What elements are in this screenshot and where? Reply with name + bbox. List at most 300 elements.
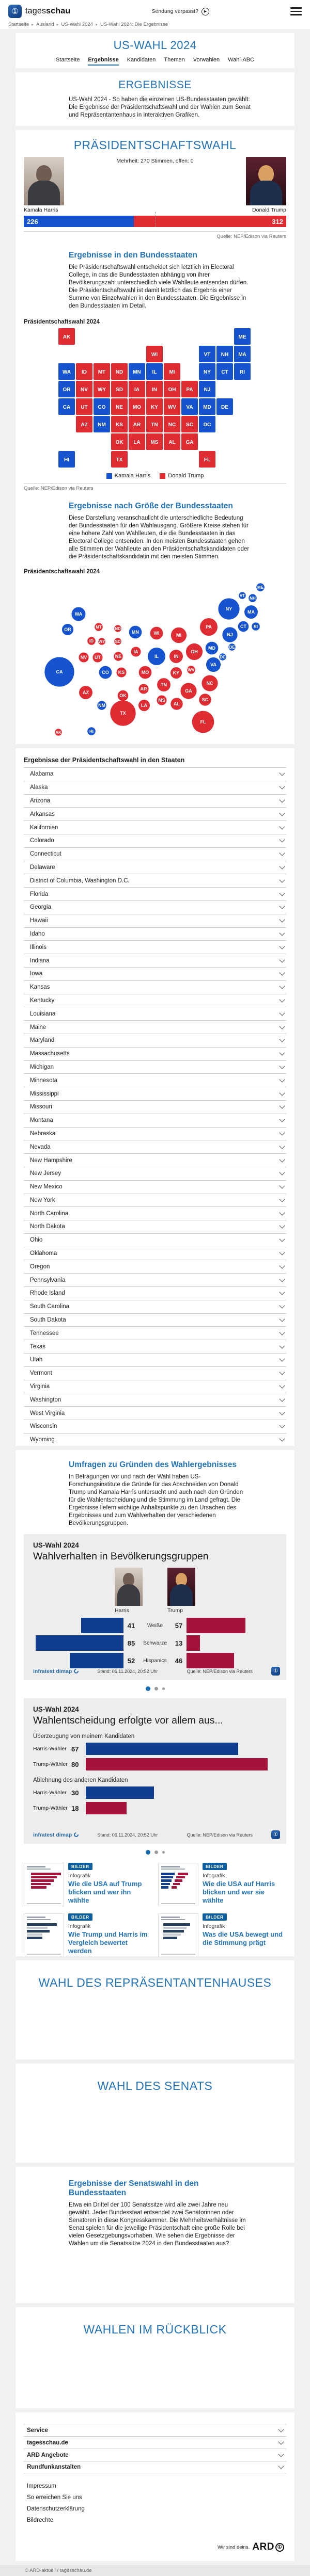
state-tile-AZ[interactable] xyxy=(76,416,92,432)
infographic-teaser-grid xyxy=(24,1863,286,1956)
state-bubble-CO[interactable] xyxy=(99,666,112,679)
breadcrumb-item[interactable]: Startseite xyxy=(8,22,29,27)
state-accordion-row[interactable] xyxy=(24,1300,286,1313)
state-accordion-row[interactable] xyxy=(24,1206,286,1220)
breadcrumb-item[interactable]: Ausland xyxy=(36,22,54,27)
tab-themen[interactable]: Themen xyxy=(164,57,185,63)
footer-accordion-label: Service xyxy=(27,2427,48,2434)
footer-link[interactable]: Bildrechte xyxy=(27,2517,54,2523)
state-accordion-row[interactable] xyxy=(24,1353,286,1366)
category-label: Weiße xyxy=(147,1622,163,1629)
state-tile-WY[interactable] xyxy=(94,381,110,397)
teaser-title[interactable]: Wie die USA auf Trump blicken und wer ihn wählte xyxy=(68,1880,142,1904)
state-bubble-FL[interactable] xyxy=(192,711,214,733)
state-bubble-DC[interactable] xyxy=(219,653,226,661)
state-tile-UT[interactable] xyxy=(76,398,92,415)
majority-270-marker xyxy=(155,212,156,227)
state-bubble-MS[interactable] xyxy=(157,695,166,705)
state-bubble-DE[interactable] xyxy=(228,643,236,651)
state-tile-SC[interactable] xyxy=(181,416,198,432)
state-tile-RI[interactable] xyxy=(234,363,251,380)
state-bubble-PA[interactable] xyxy=(200,618,218,636)
state-accordion-row[interactable] xyxy=(24,1114,286,1127)
state-accordion-row[interactable] xyxy=(24,1087,286,1100)
state-accordion-row[interactable] xyxy=(24,954,286,967)
svg-text:GA: GA xyxy=(185,440,194,445)
state-accordion-row[interactable] xyxy=(24,1233,286,1247)
state-tile-AR[interactable] xyxy=(129,416,145,432)
trump-bar xyxy=(187,1618,245,1633)
teaser-title[interactable]: Wie Trump und Harris im Vergleich bewertet werden xyxy=(68,1930,148,1955)
state-bubble-WY[interactable] xyxy=(98,638,105,645)
state-accordion-row[interactable] xyxy=(24,1326,286,1340)
state-bubble-NE[interactable] xyxy=(114,652,122,661)
us-ev-cartogram[interactable] xyxy=(24,578,286,740)
map-chart-label: Präsidentschaftswahl 2024 xyxy=(24,319,100,325)
teaser-kicker: Infografik xyxy=(203,1873,225,1879)
trump-ev-segment[interactable]: 312 xyxy=(134,216,286,227)
president-heading: PRÄSIDENTSCHAFTSWAHL xyxy=(73,138,237,152)
state-bubble-MN[interactable] xyxy=(129,626,142,639)
state-tile-VT[interactable] xyxy=(199,346,215,362)
state-bubble-NM[interactable] xyxy=(97,701,106,710)
state-tile-OR[interactable] xyxy=(58,381,75,397)
state-bubble-AK[interactable] xyxy=(55,729,62,736)
state-accordion-row[interactable] xyxy=(24,1393,286,1406)
state-bubble-IA[interactable] xyxy=(131,647,141,656)
state-bubble-MI[interactable] xyxy=(171,627,187,643)
chevron-down-icon xyxy=(279,1116,285,1122)
state-bubble-TN[interactable] xyxy=(157,678,171,691)
state-accordion-row[interactable] xyxy=(24,1273,286,1286)
state-accordion-row[interactable] xyxy=(24,1406,286,1420)
carousel-dot-active[interactable] xyxy=(146,1686,150,1691)
state-name: Rhode Island xyxy=(30,1290,65,1297)
state-name: Ohio xyxy=(30,1237,43,1244)
svg-text:OK: OK xyxy=(115,440,123,445)
state-tile-NM[interactable] xyxy=(94,416,110,432)
infographic-teaser[interactable] xyxy=(24,1863,152,1906)
state-tile-WI[interactable] xyxy=(146,346,163,362)
state-accordion-row[interactable] xyxy=(24,887,286,900)
state-bubble-SD[interactable] xyxy=(114,638,121,645)
tagesschau-logo[interactable] xyxy=(8,5,70,18)
state-bubble-OR[interactable] xyxy=(62,624,73,635)
state-bubble-AL[interactable] xyxy=(171,698,182,710)
state-tile-CT[interactable] xyxy=(216,363,233,380)
state-tile-MN[interactable] xyxy=(129,363,145,380)
state-bubble-CA[interactable] xyxy=(44,657,74,686)
state-bubble-NH[interactable] xyxy=(249,594,257,602)
teaser-text xyxy=(203,1913,286,1956)
svg-text:AK: AK xyxy=(55,730,61,735)
state-name: Mississippi xyxy=(30,1090,59,1097)
state-tile-ID[interactable] xyxy=(76,363,92,380)
state-tile-NC[interactable] xyxy=(164,416,180,432)
state-accordion-row[interactable] xyxy=(24,927,286,941)
state-accordion-row[interactable] xyxy=(24,1247,286,1260)
state-bubble-WV[interactable] xyxy=(187,666,195,674)
state-tile-SD[interactable] xyxy=(111,381,128,397)
state-tile-OK[interactable] xyxy=(111,433,128,450)
state-tile-ND[interactable] xyxy=(111,363,128,380)
svg-text:WI: WI xyxy=(153,631,160,636)
svg-text:CT: CT xyxy=(240,624,246,629)
state-bubble-NJ[interactable] xyxy=(222,627,237,642)
state-bubble-AR[interactable] xyxy=(138,684,148,694)
divider xyxy=(24,231,286,232)
state-bubble-KY[interactable] xyxy=(171,667,182,679)
state-bubble-WA[interactable] xyxy=(71,607,85,621)
svg-text:ND: ND xyxy=(115,626,121,631)
state-accordion-row[interactable] xyxy=(24,794,286,808)
state-bubble-KS[interactable] xyxy=(116,667,126,677)
svg-text:FL: FL xyxy=(204,457,211,463)
state-bubble-IL[interactable] xyxy=(148,648,165,665)
trump-value: 13 xyxy=(175,1639,183,1647)
svg-text:NE: NE xyxy=(115,654,122,659)
tab-ergebnisse[interactable]: Ergebnisse xyxy=(88,57,118,66)
svg-text:GA: GA xyxy=(185,688,192,694)
thumb-bar xyxy=(161,1879,195,1882)
state-accordion-row[interactable] xyxy=(24,1220,286,1233)
teaser-title[interactable]: Wie die USA auf Harris blicken und wer sie wählte xyxy=(203,1880,275,1904)
chevron-down-icon xyxy=(279,916,285,922)
footer-link[interactable]: So erreichen Sie uns xyxy=(27,2494,82,2501)
carousel-dot[interactable] xyxy=(162,1851,165,1854)
state-accordion-row[interactable] xyxy=(24,940,286,954)
state-tile-PA[interactable] xyxy=(181,381,198,397)
us-winner-map[interactable] xyxy=(58,328,252,469)
state-accordion-row[interactable] xyxy=(24,767,286,781)
footer-accordion-row[interactable] xyxy=(24,2449,286,2461)
state-tile-CO[interactable] xyxy=(94,398,110,415)
chevron-down-icon xyxy=(279,824,285,829)
state-name: District of Columbia, Washington D.C. xyxy=(30,877,130,884)
butterfly-row xyxy=(33,1653,277,1668)
state-name: Missouri xyxy=(30,1104,52,1110)
carousel-dot[interactable] xyxy=(154,1687,158,1691)
state-name: South Carolina xyxy=(30,1303,70,1310)
voter-group-label: Harris-Wähler xyxy=(33,1790,67,1796)
state-tile-TX[interactable] xyxy=(111,451,128,468)
footer-link[interactable]: Datenschutzerklärung xyxy=(27,2506,85,2512)
state-accordion-row[interactable] xyxy=(24,1127,286,1140)
state-accordion-row[interactable] xyxy=(24,1047,286,1060)
chevron-down-icon xyxy=(279,1249,285,1255)
state-accordion-row[interactable] xyxy=(24,980,286,994)
house-box xyxy=(16,1960,295,2059)
footer-link[interactable]: Impressum xyxy=(27,2483,56,2489)
breadcrumb-item[interactable]: US-Wahl 2024 xyxy=(61,22,93,27)
results-intro-box xyxy=(16,72,295,126)
chevron-down-icon xyxy=(279,877,285,882)
svg-text:NE: NE xyxy=(116,405,123,410)
chevron-down-icon xyxy=(279,1409,285,1415)
hamburger-menu-icon[interactable] xyxy=(290,7,302,15)
chevron-down-icon xyxy=(279,1423,285,1428)
state-bubble-LA[interactable] xyxy=(138,700,150,711)
svg-text:MA: MA xyxy=(247,609,255,615)
state-accordion-row[interactable] xyxy=(24,1380,286,1393)
state-bubble-NY[interactable] xyxy=(218,598,239,619)
legend-label: Donald Trump xyxy=(168,473,204,479)
ard-logo: ARD ① xyxy=(252,2541,284,2553)
state-bubble-NV[interactable] xyxy=(79,652,88,662)
state-tile-GA[interactable] xyxy=(181,433,198,450)
carousel-dot[interactable] xyxy=(154,1850,158,1854)
state-name: Virginia xyxy=(30,1383,50,1390)
state-tile-MD[interactable] xyxy=(199,398,215,415)
state-tile-MI[interactable] xyxy=(164,363,180,380)
state-accordion-row[interactable] xyxy=(24,1366,286,1380)
state-tile-NV[interactable] xyxy=(76,381,92,397)
thumb-chart xyxy=(27,1923,61,1939)
state-accordion-row[interactable] xyxy=(24,1340,286,1353)
state-bubble-MD[interactable] xyxy=(206,642,219,655)
state-name: New York xyxy=(30,1197,55,1203)
svg-text:SC: SC xyxy=(202,697,209,702)
state-name: Nebraska xyxy=(30,1130,56,1137)
state-accordion-row[interactable] xyxy=(24,1260,286,1273)
infographic-decision xyxy=(24,1698,286,1844)
state-tile-CA[interactable] xyxy=(58,398,75,415)
state-accordion-row[interactable] xyxy=(24,1140,286,1153)
state-accordion-row[interactable] xyxy=(24,1286,286,1300)
state-bubble-MA[interactable] xyxy=(244,605,258,619)
state-name: Kansas xyxy=(30,984,50,991)
trump-bar-track xyxy=(187,1653,277,1668)
state-tile-NE[interactable] xyxy=(111,398,128,415)
state-accordion-row[interactable] xyxy=(24,1007,286,1020)
svg-text:VT: VT xyxy=(239,593,245,598)
electoral-votes-bar[interactable] xyxy=(24,216,286,227)
state-accordion-row[interactable] xyxy=(24,1167,286,1180)
state-bubble-ID[interactable] xyxy=(87,637,96,645)
infographic-demographics xyxy=(24,1534,286,1680)
thumb-bar xyxy=(163,1934,181,1936)
state-tile-IL[interactable] xyxy=(146,363,163,380)
thumb-title-line xyxy=(161,1869,185,1870)
play-icon[interactable]: ▶ xyxy=(202,8,209,15)
state-accordion-row[interactable] xyxy=(24,900,286,914)
state-tile-MS[interactable] xyxy=(146,433,163,450)
chevron-down-icon xyxy=(278,2451,284,2457)
harris-bar-track xyxy=(33,1635,123,1651)
state-accordion-row[interactable] xyxy=(24,874,286,887)
state-bubble-WI[interactable] xyxy=(150,627,163,640)
state-tile-MO[interactable] xyxy=(129,398,145,415)
state-accordion-row[interactable] xyxy=(24,847,286,861)
state-name: Louisiana xyxy=(30,1010,56,1017)
svg-text:ID: ID xyxy=(82,369,87,375)
value-bar xyxy=(86,1743,238,1755)
state-tile-NH[interactable] xyxy=(216,346,233,362)
state-bubble-ND[interactable] xyxy=(114,625,121,632)
state-accordion-row[interactable] xyxy=(24,1060,286,1074)
state-tile-NY[interactable] xyxy=(199,363,215,380)
page-title: US-WAHL 2024 xyxy=(113,39,197,52)
state-bubble-OK[interactable] xyxy=(118,690,129,701)
svg-text:CA: CA xyxy=(56,669,63,674)
group-label: Überzeugung von meinem Kandidaten xyxy=(33,1733,135,1740)
state-bubble-UT[interactable] xyxy=(92,652,102,662)
state-tile-DC[interactable] xyxy=(199,416,215,432)
svg-text:IL: IL xyxy=(152,369,157,375)
footer-accordion-row[interactable] xyxy=(24,2424,286,2436)
state-tile-WA[interactable] xyxy=(58,363,75,380)
thumb-bar xyxy=(31,1886,47,1889)
missed-show-link[interactable] xyxy=(70,8,290,15)
state-accordion-row[interactable] xyxy=(24,1153,286,1167)
state-tile-WV[interactable] xyxy=(164,398,180,415)
chevron-down-icon xyxy=(279,943,285,949)
state-accordion-row[interactable] xyxy=(24,1194,286,1207)
state-tile-LA[interactable] xyxy=(129,433,145,450)
thumb-bar xyxy=(161,1876,195,1879)
copyright-text: © ARD-aktuell / tagesschau.de xyxy=(25,2568,92,2573)
state-tile-NJ[interactable] xyxy=(199,381,215,397)
state-bubble-OH[interactable] xyxy=(186,643,203,660)
thumb-bar xyxy=(161,1883,195,1886)
state-bubble-AZ[interactable] xyxy=(79,686,92,699)
tab-startseite[interactable]: Startseite xyxy=(55,57,80,63)
carousel-dot-active[interactable] xyxy=(146,1850,150,1855)
polls-text: In Befragungen vor und nach der Wahl haben US-Forschungsinstitute die Gründe für das Abschneiden von Donald Trump und Kamala Harris untersucht und auch nach den Gründen für die Wahlentscheidung und die Stimmung im Land gefragt. Die Ergebnisse liefern wichtige Anhaltspunkte zu den Ursachen des Ergebnisses und zum Wahlverhalten der verschiedenen Bevölkerungsgruppen. xyxy=(69,1474,243,1526)
carousel-dot[interactable] xyxy=(162,1687,165,1690)
thumb-bar-left xyxy=(161,1876,173,1879)
state-tile-IA[interactable] xyxy=(129,381,145,397)
value-bar xyxy=(86,1802,127,1814)
state-accordion-row[interactable] xyxy=(24,820,286,834)
harris-ev-segment[interactable]: 226 xyxy=(24,216,134,227)
state-bubble-RI[interactable] xyxy=(252,622,260,631)
state-tile-IN[interactable] xyxy=(146,381,163,397)
chevron-down-icon xyxy=(279,930,285,936)
teaser-kicker: Infografik xyxy=(68,1923,91,1929)
tab-wahl-abc[interactable]: Wahl-ABC xyxy=(228,57,255,63)
state-tile-AL[interactable] xyxy=(164,433,180,450)
state-name: Hawaii xyxy=(30,917,48,924)
cartogram-chart-label: Präsidentschaftswahl 2024 xyxy=(24,569,100,575)
state-accordion-row[interactable] xyxy=(24,1433,286,1446)
state-bubble-SC[interactable] xyxy=(199,694,211,705)
state-tile-MT[interactable] xyxy=(94,363,110,380)
tab-kandidaten[interactable]: Kandidaten xyxy=(127,57,156,63)
state-tile-OH[interactable] xyxy=(164,381,180,397)
chevron-down-icon xyxy=(278,2463,284,2469)
svg-text:DE: DE xyxy=(221,405,228,410)
state-tile-KS[interactable] xyxy=(111,416,128,432)
state-name: South Dakota xyxy=(30,1317,66,1324)
state-accordion-row[interactable] xyxy=(24,1020,286,1034)
state-accordion-row[interactable] xyxy=(24,994,286,1007)
teaser-text xyxy=(68,1913,152,1956)
svg-text:AR: AR xyxy=(133,422,141,428)
infographic-teaser[interactable] xyxy=(158,1913,286,1956)
state-accordion-row[interactable] xyxy=(24,807,286,820)
svg-text:NH: NH xyxy=(250,596,256,601)
state-tile-TN[interactable] xyxy=(146,416,163,432)
state-accordion-row[interactable] xyxy=(24,781,286,794)
state-tile-FL[interactable] xyxy=(199,451,215,468)
state-accordion-row[interactable] xyxy=(24,914,286,927)
state-bubble-NC[interactable] xyxy=(202,675,218,691)
trump-label: Trump xyxy=(167,1607,183,1614)
state-tile-AK[interactable] xyxy=(58,328,75,345)
state-accordion-row[interactable] xyxy=(24,1100,286,1114)
state-bubble-MO[interactable] xyxy=(139,666,152,679)
state-bubble-VT[interactable] xyxy=(239,592,246,599)
chevron-down-icon xyxy=(279,890,285,896)
state-accordion-row[interactable] xyxy=(24,1180,286,1194)
carousel-dots xyxy=(16,1685,295,1692)
state-tile-VA[interactable] xyxy=(181,398,198,415)
teaser-title[interactable]: Was die USA bewegt und die Stimmung prägt xyxy=(203,1930,283,1946)
state-accordion-row[interactable] xyxy=(24,1073,286,1087)
states-article-heading: Ergebnisse in den Bundesstaaten xyxy=(69,251,197,260)
svg-text:CO: CO xyxy=(102,670,109,675)
state-tile-ME[interactable] xyxy=(234,328,251,345)
svg-text:VA: VA xyxy=(210,662,216,667)
breadcrumb-item[interactable]: US-Wahl 2024: Die Ergebnisse xyxy=(100,22,168,27)
state-bubble-HI[interactable] xyxy=(87,727,96,735)
footer-accordion-label: Rundfunkanstalten xyxy=(27,2464,81,2470)
svg-text:MS: MS xyxy=(150,440,159,445)
map-legend xyxy=(16,473,295,479)
infographic-teaser[interactable] xyxy=(158,1863,286,1906)
state-accordion-row[interactable] xyxy=(24,1034,286,1047)
footer-accordion-row[interactable] xyxy=(24,2436,286,2449)
svg-text:KS: KS xyxy=(118,670,125,675)
state-bubble-GA[interactable] xyxy=(180,683,196,699)
results-intro-text: US-Wahl 2024 - So haben die einzelnen US-Bundesstaaten gewählt: Die Ergebnisse der Präsidentschaftswahl und der Wahlen zum Senat und Repräsentantenhaus in interaktiven Grafiken. xyxy=(69,96,251,118)
state-accordion-row[interactable] xyxy=(24,1420,286,1433)
state-bubble-CT[interactable] xyxy=(238,621,249,632)
state-tile-MA[interactable] xyxy=(234,346,251,362)
senate-results-box xyxy=(16,2167,295,2303)
svg-text:MN: MN xyxy=(133,369,141,375)
state-bubble-IN[interactable] xyxy=(169,650,183,663)
state-accordion-row[interactable] xyxy=(24,861,286,874)
thumb-title-line xyxy=(161,1917,180,1918)
harris-photo xyxy=(24,157,64,205)
state-tile-DE[interactable] xyxy=(216,398,233,415)
state-tile-HI[interactable] xyxy=(58,451,75,468)
state-accordion-row[interactable] xyxy=(24,834,286,847)
state-name: Indiana xyxy=(30,957,50,964)
state-accordion-row[interactable] xyxy=(24,967,286,980)
footer-accordion-row[interactable] xyxy=(24,2461,286,2473)
uswahl-header-box xyxy=(16,33,295,68)
svg-text:MS: MS xyxy=(158,698,165,703)
state-tile-KY[interactable] xyxy=(146,398,163,415)
bilder-badge: BILDER xyxy=(68,1913,92,1921)
tab-vorwahlen[interactable]: Vorwahlen xyxy=(193,57,220,63)
state-bubble-ME[interactable] xyxy=(256,583,265,591)
infographic-teaser[interactable] xyxy=(24,1913,152,1956)
svg-text:NM: NM xyxy=(98,703,105,708)
thumb-bar-right xyxy=(175,1879,182,1882)
state-bubble-TX[interactable] xyxy=(110,700,135,726)
copyright-bar xyxy=(0,2565,310,2576)
value-bar xyxy=(86,1758,268,1770)
teaser-text xyxy=(203,1863,286,1906)
state-bubble-VA[interactable] xyxy=(206,657,221,672)
states-article-text: Die Präsidentschaftswahl entscheidet sich letztlich im Electoral College, in das die Bundesstaaten abhängig von ihrer Bevölkerungszahl unterschiedlich viele Wahlleute entsenden dürfen. Die Präsidentschaftswahl ist damit letztlich das Ergebnis einer Summe von Einzelwahlen in den Bundesstaaten. Die Ergebnisse in den Bundesstaaten im Detail. xyxy=(69,264,249,309)
state-accordion-row[interactable] xyxy=(24,1313,286,1327)
state-bubble-MT[interactable] xyxy=(95,623,103,631)
